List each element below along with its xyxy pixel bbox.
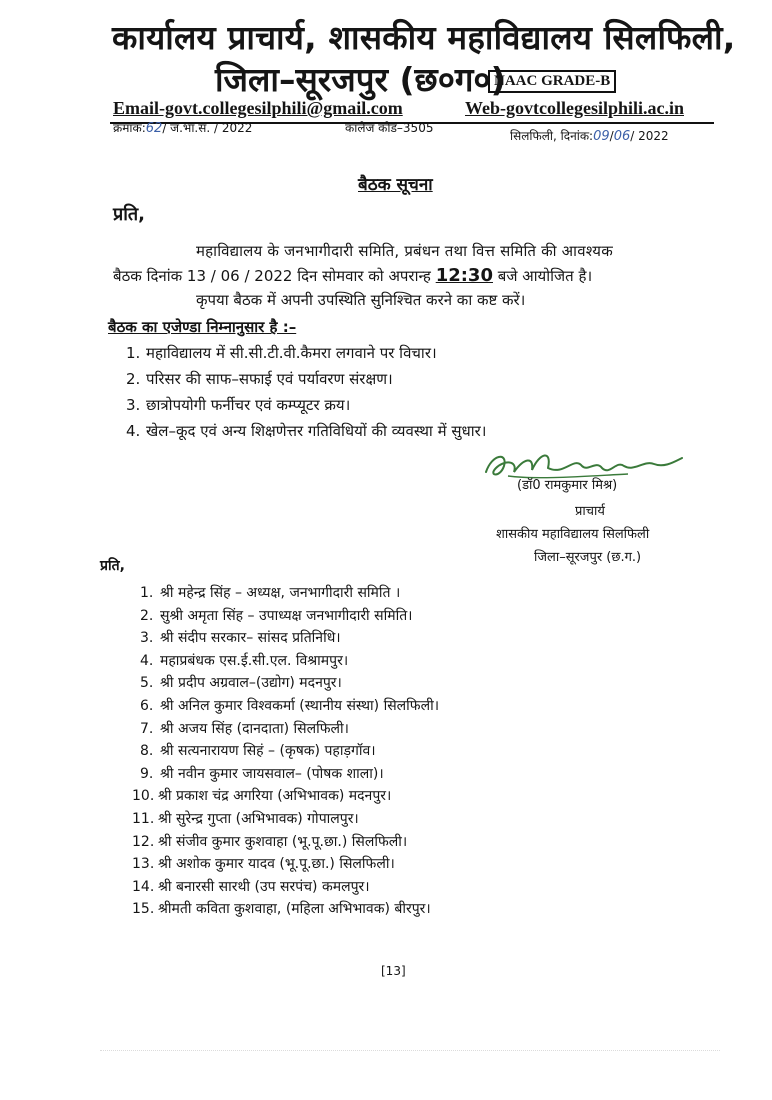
list-item: 9. श्री नवीन कुमार जायसवाल– (पोषक शाला)। xyxy=(140,765,384,782)
list-item: 5. श्री प्रदीप अग्रवाल–(उद्योग) मदनपुर। xyxy=(140,675,342,692)
list-item: 2. सुश्री अमृता सिंह – उपाध्यक्ष जनभागीदारी समिति। xyxy=(140,607,413,624)
signatory-name: (डॉ0 रामकुमार मिश्र) xyxy=(517,478,618,493)
notice-heading: बैठक सूचना xyxy=(358,175,433,195)
list-item: 14. श्री बनारसी सारथी (उप सरपंच) कमलपुर। xyxy=(132,878,370,895)
list-item: 4. महाप्रबंधक एस.ई.सी.एल. विश्रामपुर। xyxy=(140,652,349,669)
email-address: Email-govt.collegesilphili@gmail.com xyxy=(113,98,403,118)
office-title-line1: कार्यालय प्राचार्य, शासकीय महाविद्यालय सिलफिली, xyxy=(112,18,736,57)
recipients-list xyxy=(132,583,439,922)
list-item: 1. श्री महेन्द्र सिंह – अध्यक्ष, जनभागीदारी समिति । xyxy=(140,585,401,601)
agenda-list xyxy=(126,342,486,446)
agenda-item: 3. छात्रोपयोगी फर्नीचर एवं कम्प्यूटर क्रय। xyxy=(126,396,351,414)
list-item: 15. श्रीमती कविता कुशवाहा, (महिला अभिभावक) बीरपुर। xyxy=(132,901,431,918)
reference-prefix: क्रमांक: xyxy=(113,121,146,135)
date-day: 09 xyxy=(593,129,610,144)
page-number: [13] xyxy=(381,964,406,978)
list-item: 13. श्री अशोक कुमार यादव (भू.पू.छा.) सिलफिली। xyxy=(132,856,395,873)
notice-body-line2 xyxy=(113,265,592,286)
signatory-college: शासकीय महाविद्यालय सिलफिली xyxy=(496,527,650,542)
signatory-designation: प्राचार्य xyxy=(575,504,605,519)
date-year: / 2022 xyxy=(630,129,669,143)
college-code: कालेज कोड–3505 xyxy=(345,121,434,135)
list-item: 3. श्री संदीप सरकार– सांसद प्रतिनिधि। xyxy=(140,630,341,647)
list-item: 12. श्री संजीव कुमार कुशवाहा (भू.पू.छा.) सिलफिली। xyxy=(132,833,408,850)
meeting-time: 12:30 xyxy=(435,265,493,286)
meeting-time-suffix: बजे आयोजित है। xyxy=(497,267,593,285)
agenda-heading: बैठक का एजेण्डा निम्नानुसार है :– xyxy=(108,318,297,336)
notice-body-line3: कृपया बैठक में अपनी उपस्थिति सुनिश्चित करने का कष्ट करें। xyxy=(196,291,526,309)
reference-number xyxy=(113,119,252,136)
agenda-item: 2. परिसर की साफ–सफाई एवं पर्यावरण संरक्षण। xyxy=(126,370,393,388)
recipients-label: प्रति, xyxy=(100,558,125,574)
notice-body-line1: महाविद्यालय के जनभागीदारी समिति, प्रबंधन तथा वित्त समिति की आवश्यक xyxy=(196,242,613,260)
agenda-item: 1. महाविद्यालय में सी.सी.टी.वी.कैमरा लगवाने पर विचार। xyxy=(126,344,437,362)
reference-handwritten-number: 62 xyxy=(145,121,163,136)
meeting-date-text: बैठक दिनांक 13 / 06 / 2022 दिन सोमवार को अपरान्ह xyxy=(113,267,431,285)
date-month: 06 xyxy=(613,129,631,144)
scan-artifact-divider xyxy=(100,1050,720,1051)
naac-grade-box: NAAC GRADE-B xyxy=(488,70,616,93)
list-item: 10. श्री प्रकाश चंद्र अगरिया (अभिभावक) मदनपुर। xyxy=(132,788,392,805)
list-item: 8. श्री सत्यनारायण सिहं – (कृषक) पहाड़गॉव। xyxy=(140,743,376,760)
reference-suffix: / ज.भा.स. / 2022 xyxy=(162,121,253,135)
date-prefix: सिलफिली, दिनांक: xyxy=(510,129,594,143)
list-item: 6. श्री अनिल कुमार विश्वकर्मा (स्थानीय संस्था) सिलफिली। xyxy=(140,697,439,714)
agenda-item: 4. खेल–कूद एवं अन्य शिक्षणेत्तर गतिविधियों की व्यवस्था में सुधार। xyxy=(126,422,487,440)
office-title-line2: जिला–सूरजपुर (छ०ग०) xyxy=(215,60,506,99)
website-address: Web-govtcollegesilphili.ac.in xyxy=(465,98,684,118)
list-item: 7. श्री अजय सिंह (दानदाता) सिलफिली। xyxy=(140,720,349,737)
addressee-label: प्रति, xyxy=(113,204,146,225)
issue-date: सिलफिली, दिनांक:09/06/ 2022 xyxy=(510,129,669,144)
signatory-district: जिला–सूरजपुर (छ.ग.) xyxy=(534,550,642,565)
list-item: 11. श्री सुरेन्द्र गुप्ता (अभिभावक) गोपालपुर। xyxy=(132,810,359,827)
